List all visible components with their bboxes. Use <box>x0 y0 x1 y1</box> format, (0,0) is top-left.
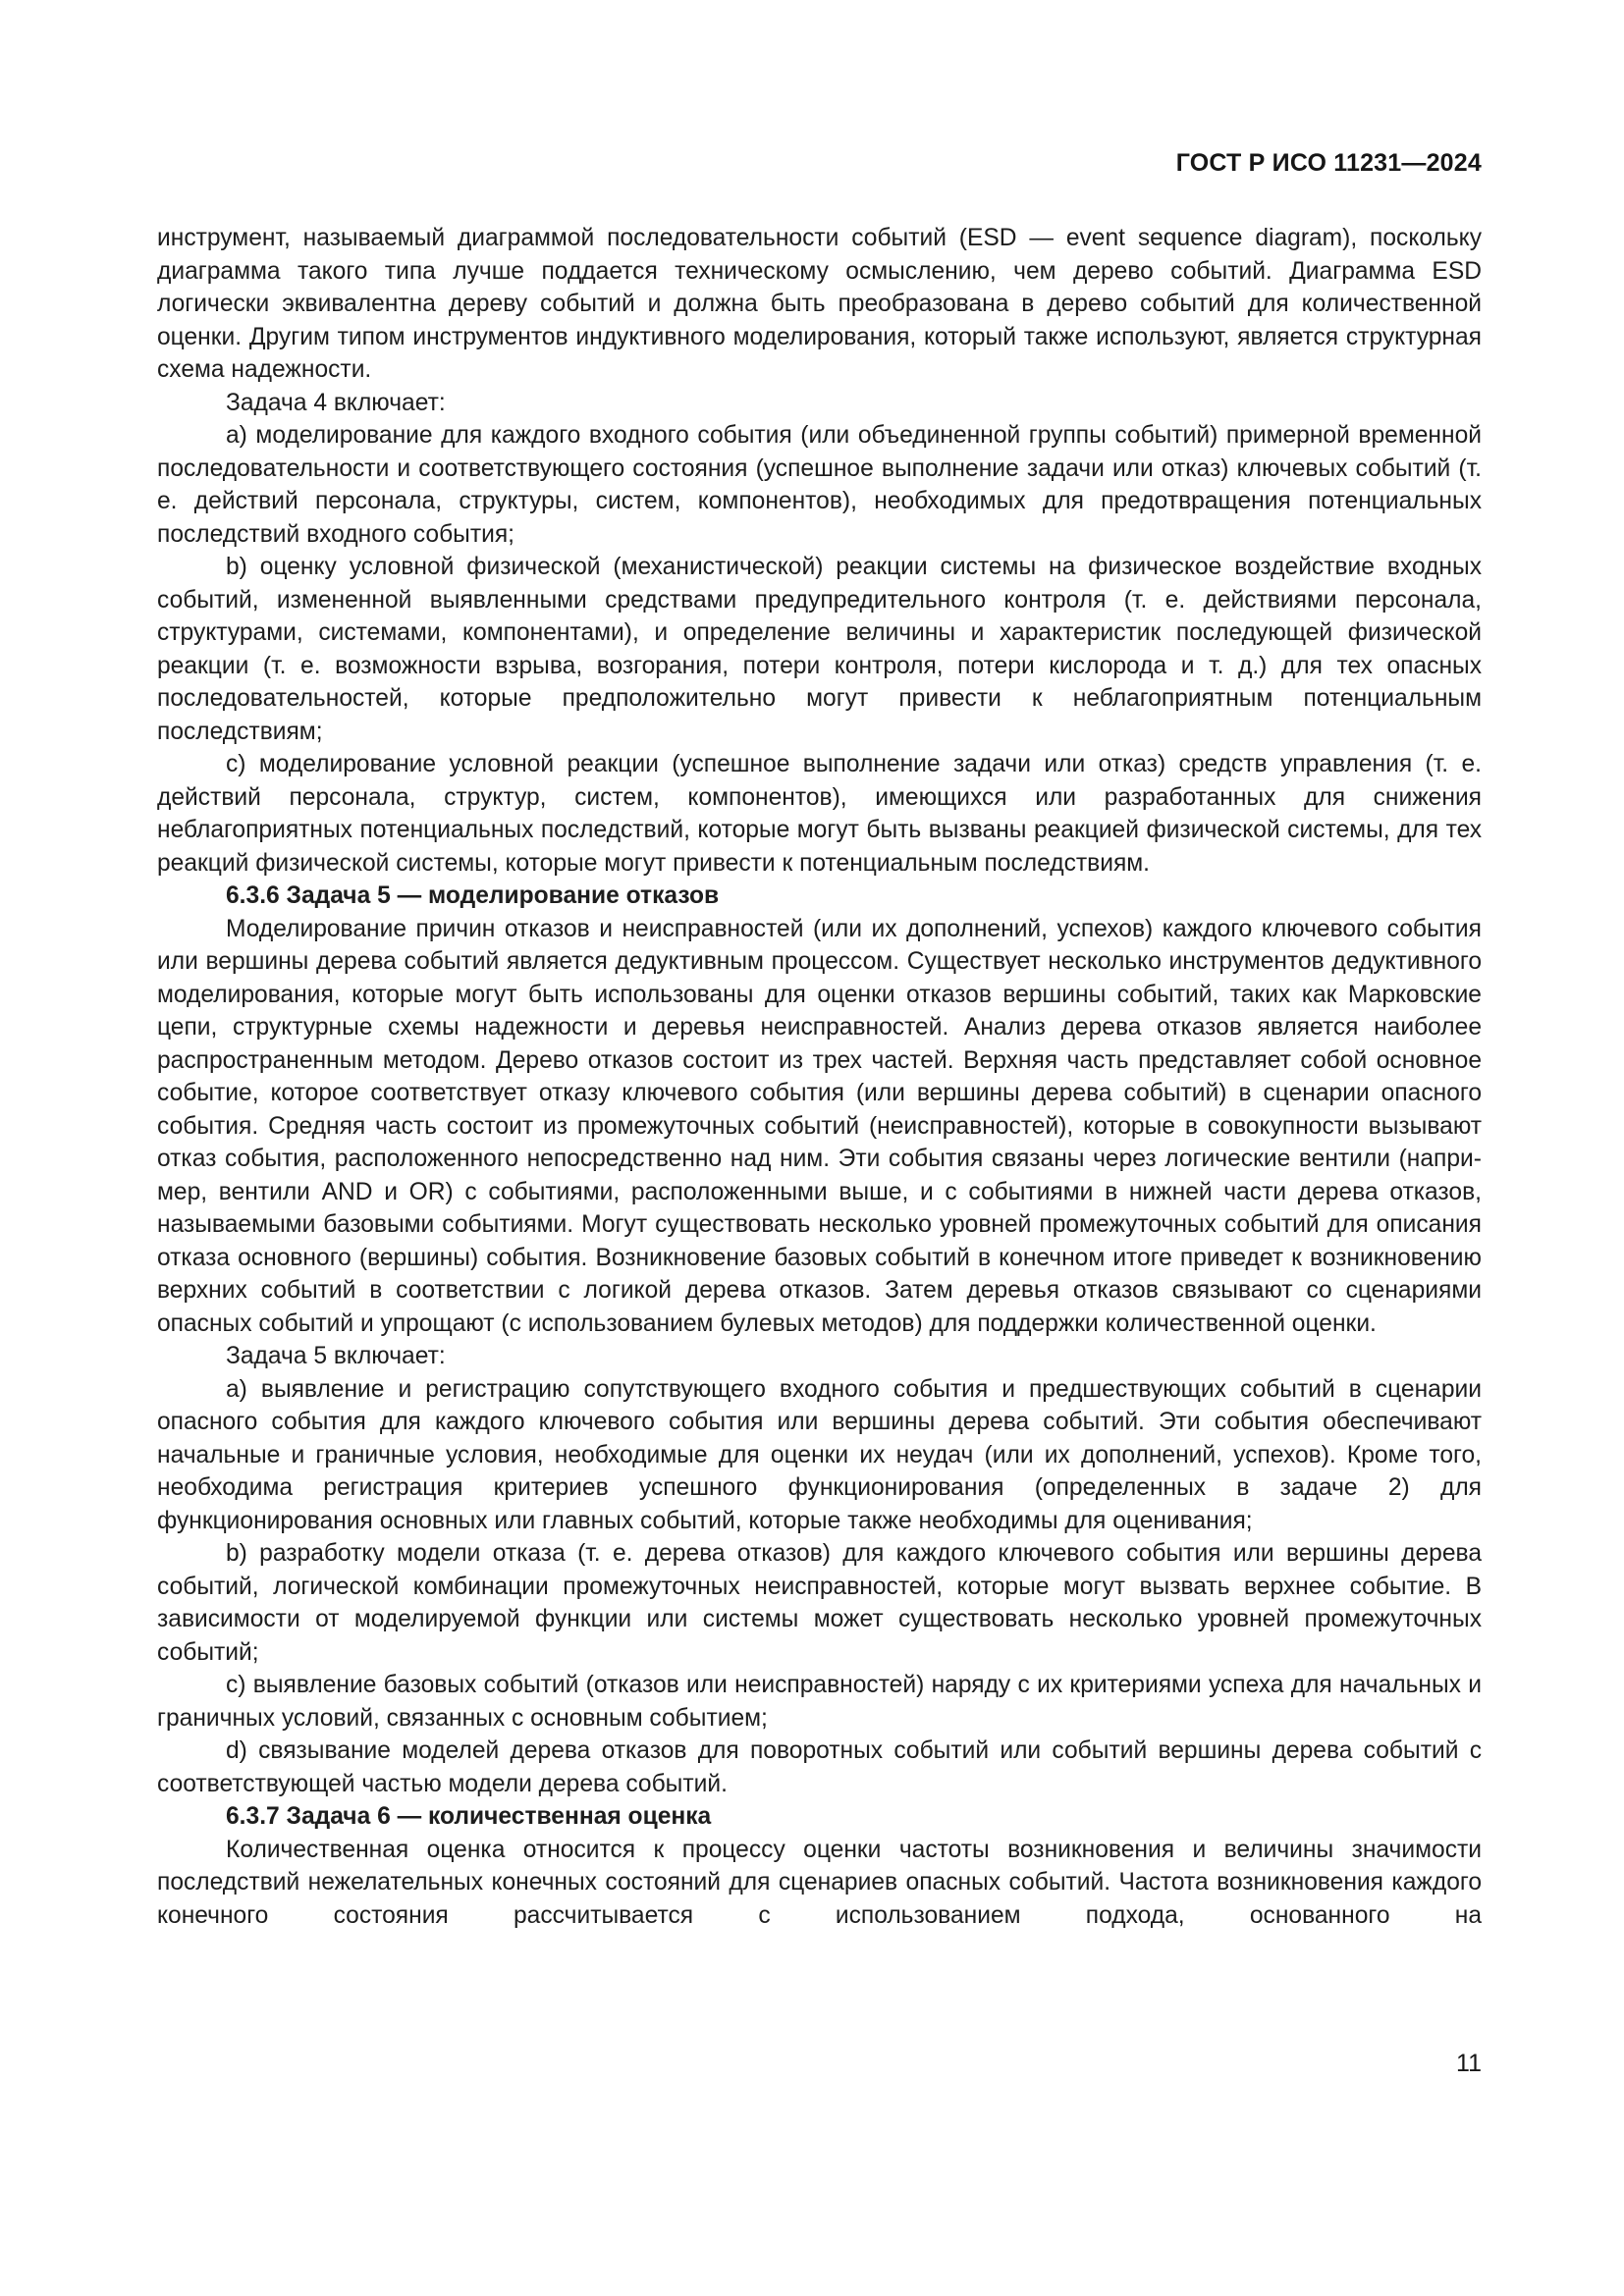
intro-continuation-paragraph: инструмент, называемый диаграммой последовательности событий (ESD — event sequence diagram), поскольку диаграмма такого типа лучше поддается техническому осмыслению, чем дерево событий. Диаграмма ESD логически эквивалентна дереву событий и должна быть преобразована в дерево событий для количественной оценки. Другим типом инструментов индуктивного моделирования, который также используют, является структурная схема надежности. <box>157 225 1482 383</box>
task4-item-c: c) моделирование условной реакции (успешное выполнение задачи или отказ) средств управления (т. е. действий персонала, структур, систем, компонентов), имеющихся или разработанных для снижения неблагоприятных потенциальных последствий, которые могут быть вызваны реакцией физической системы, для тех реакций физической системы, которые могут привести к потенциальным последствиям. <box>157 751 1482 877</box>
task5-item-b: b) разработку модели отказа (т. е. дерева отказов) для каждого ключевого события или вершины дерева событий, логической комбинации промежуточных неисправностей, которые могут вызвать верхнее событие. В зависимости от моделируемой функции или системы может существовать несколько уровней промежуточных событий; <box>157 1540 1482 1666</box>
section-6-3-6-heading: 6.3.6 Задача 5 — моделирование отказов <box>226 882 720 909</box>
task5-lead: Задача 5 включает: <box>226 1343 446 1369</box>
task4-item-b: b) оценку условной физической (механистической) реакции системы на физическое воздействие входных событий, измененной выявленными средствами предупредительного контроля (т. е. действиями персонала, структурами, системами, компонентами), и определение величины и характеристик последующей физической реакции (т. е. возможности взрыва, возгорания, потери контроля, потери кислорода и т. д.) для тех опасных последовательностей, которые предположительно могут привести к неблагоприятным потенциальным последствиям; <box>157 554 1482 745</box>
task5-item-a: a) выявление и регистрацию сопутствующего входного события и предшествующих событий в сценарии опасного события для каждого ключевого события или вершины дерева событий. Эти события обеспечивают начальные и граничные условия, необходимые для оценки их неудач (или их дополнений, успехов). Кроме того, необходима регистрация критериев успешного функционирования (определенных в задаче 2) для функционирования основных или главных событий, которые также необходимы для оценивания; <box>157 1375 1482 1534</box>
task4-lead: Задача 4 включает: <box>226 389 446 416</box>
page-body <box>157 222 1482 1932</box>
page-number: 11 <box>1456 2050 1482 2077</box>
task5-item-c: c) выявление базовых событий (отказов или неисправностей) наряду с их критериями успеха для начальных и граничных условий, связанных с основным событием; <box>157 1672 1482 1732</box>
task5-item-d: d) связывание моделей дерева отказов для поворотных событий или событий вершины дерева событий с соответствующей частью модели дерева событий. <box>157 1737 1482 1797</box>
document-header: ГОСТ Р ИСО 11231—2024 <box>1175 149 1482 177</box>
section-6-3-7-heading: 6.3.7 Задача 6 — количественная оценка <box>226 1803 712 1830</box>
task4-item-a: a) моделирование для каждого входного события (или объединенной группы событий) примерной временной последовательности и соответствующего состояния (успешное выполнение задачи или отказ) ключевых событий (т. е. действий персонала, структуры, систем, компонентов), необходимых для предотвращения потенциальных последствий входного события; <box>157 422 1482 548</box>
section-6-3-7-paragraph: Количественная оценка относится к процессу оценки частоты возникновения и величины значимости последствий нежелательных конечных состояний для сценариев опасных событий. Частота возникновения каждого конечного состояния рассчитывается с использованием подхода, основанного на <box>157 1836 1482 1929</box>
section-6-3-6-paragraph: Моделирование причин отказов и неисправностей (или их дополнений, успехов) каждого ключевого события или вершины дерева событий является дедуктивным процессом. Существует несколько инструментов дедуктивного моделирования, которые могут быть использованы для оценки отказов вершины событий, таких как Марковские цепи, структурные схемы надежности и деревья неисправностей. Анализ дерева отказов является наиболее распространенным методом. Дерево отказов состоит из трех частей. Верхняя часть представляет собой основное событие, которое соответствует отказу ключевого события (или вершины дерева событий) в сценарии опасного события. Средняя часть состоит из промежуточных событий (неисправностей), которые в совокупности вызывают отказ события, расположенного непосредственно над ним. Эти события связаны через логические вентили (например, вентили AND и OR) с событиями, расположенными выше, и с событиями в нижней части дерева отказов, называемыми базовыми событиями. Могут существовать несколько уровней промежуточных событий для описания отказа основного (вершины) события. Возникновение базовых событий в конечном итоге приведет к возникновению верхних событий в соответствии с логикой дерева отказов. Затем деревья отказов связывают со сценариями опасных событий и упрощают (с использованием булевых методов) для поддержки количественной оценки. <box>157 915 1482 1337</box>
